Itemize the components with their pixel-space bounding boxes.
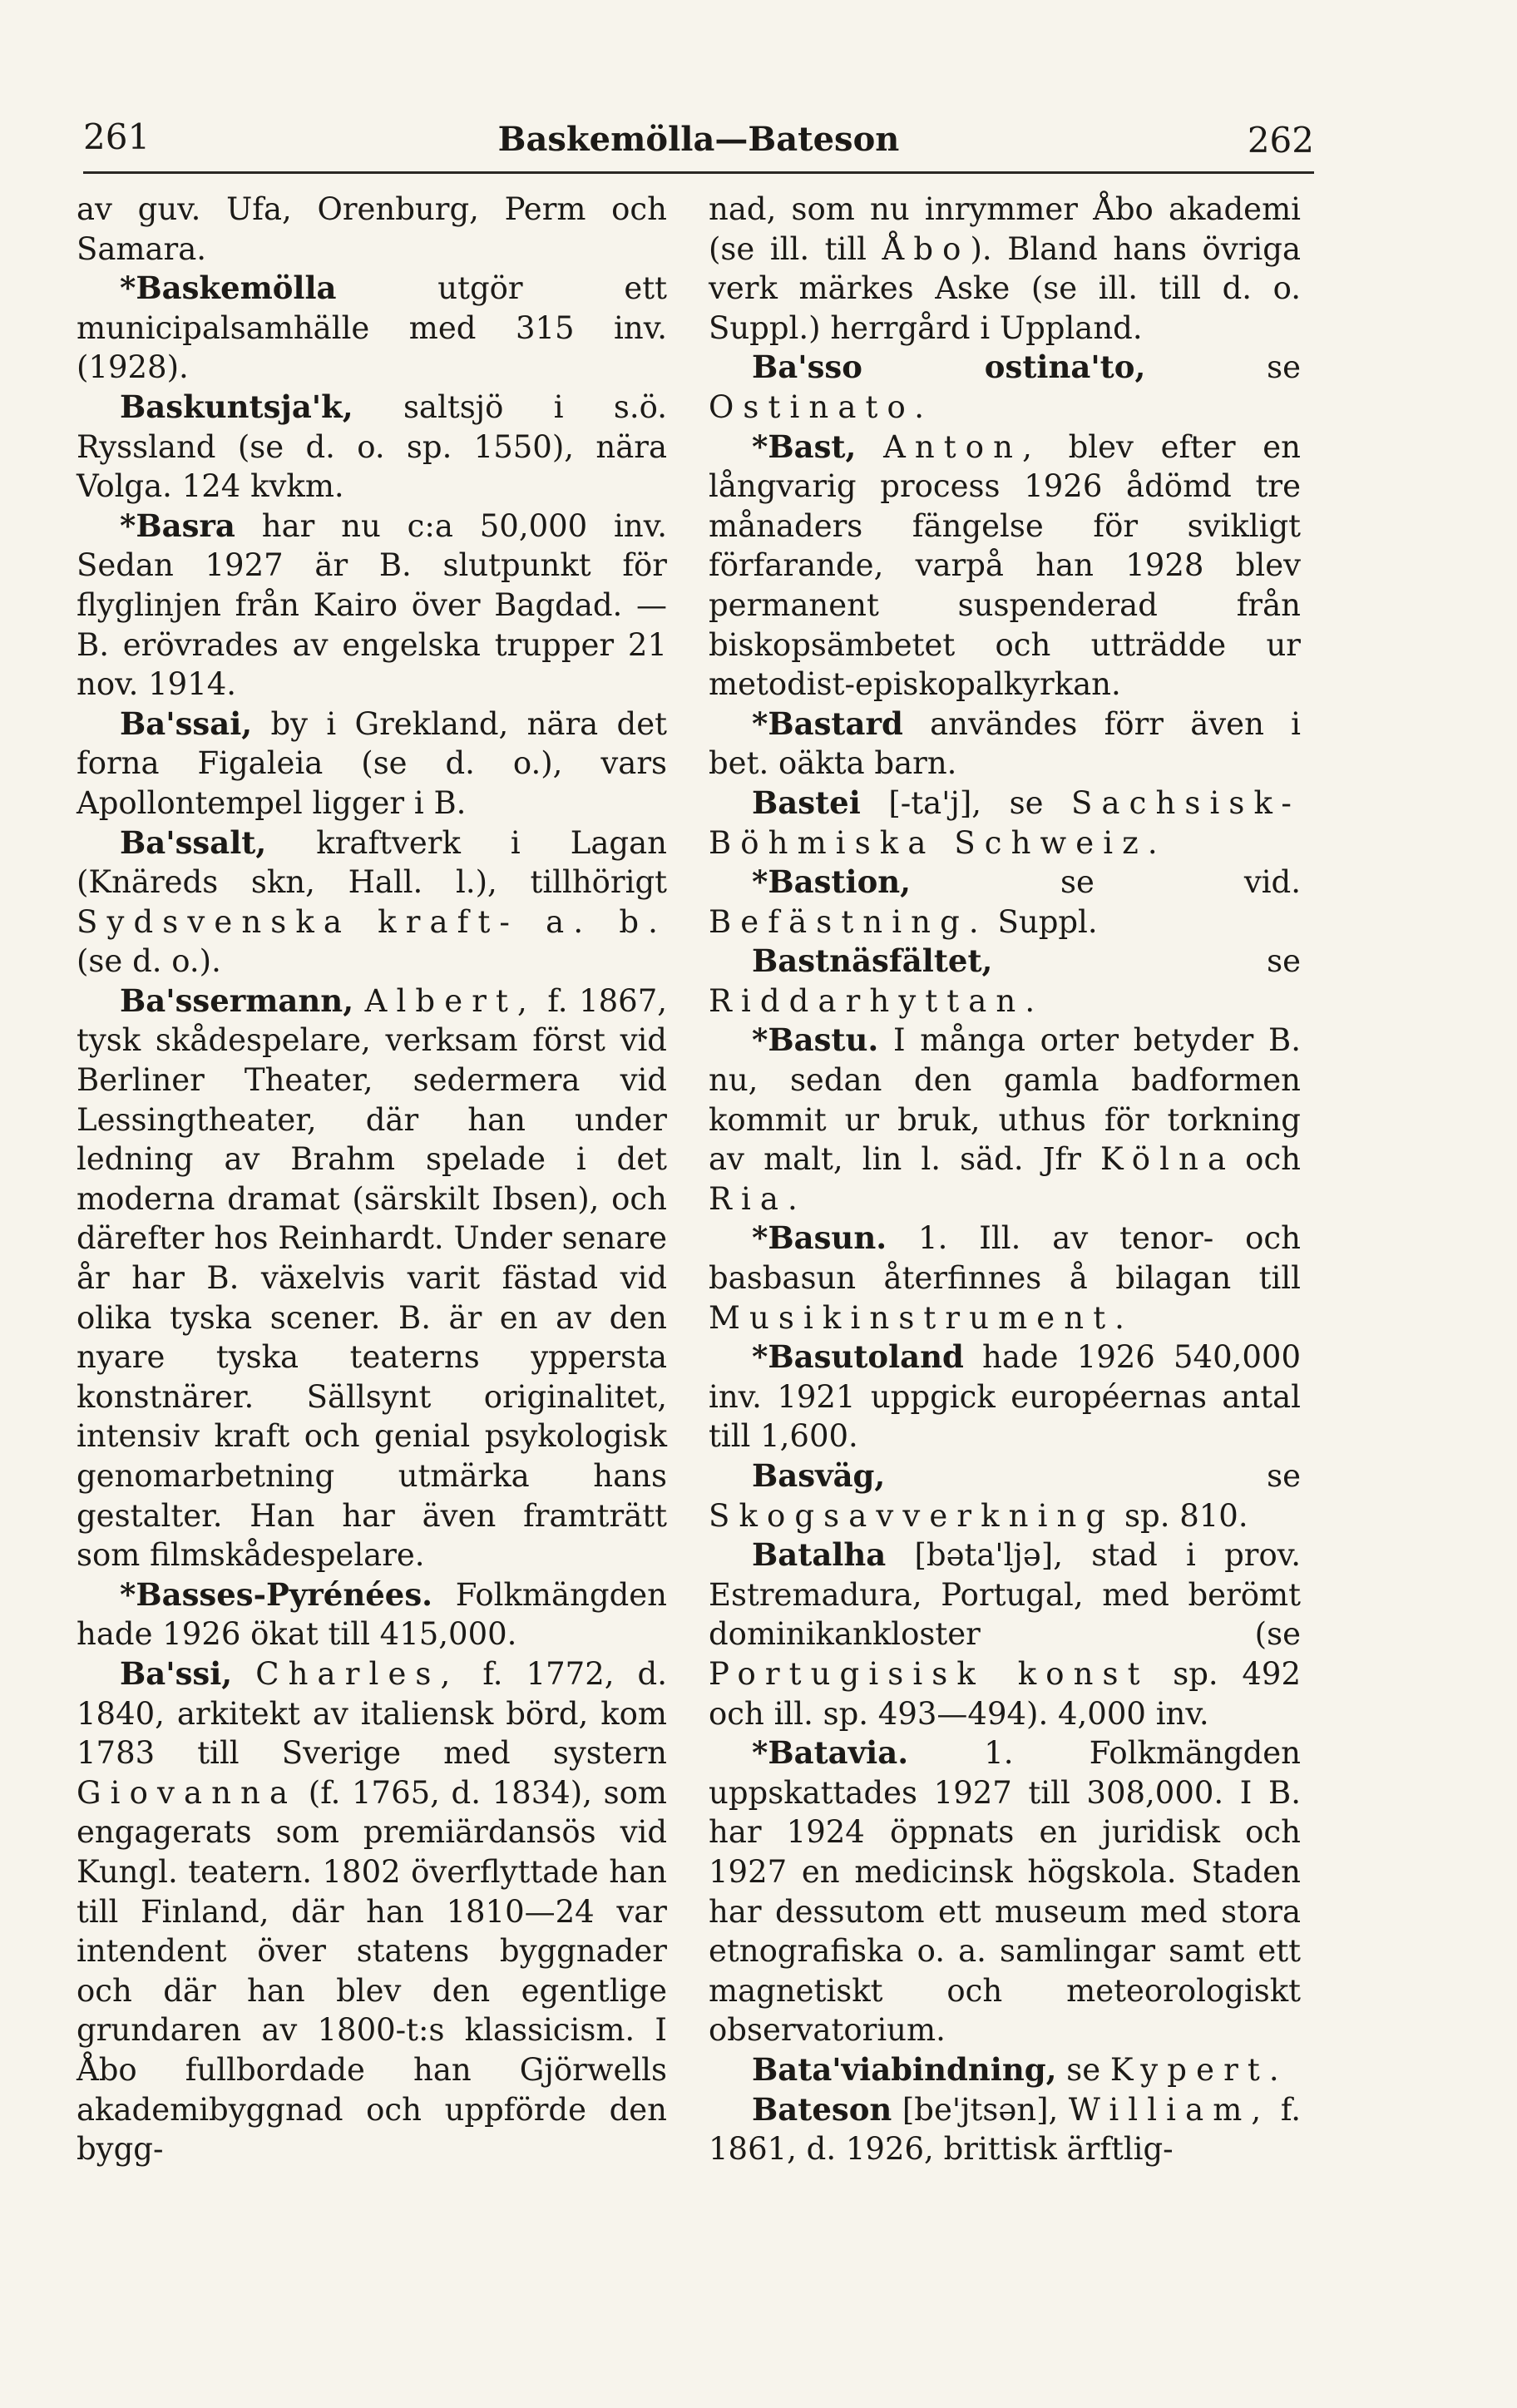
- entry-headword: *Basra: [120, 507, 235, 544]
- entry-text: har nu c:a 50,000 inv. Sedan 1927 är B. slutpunkt för flyglinjen från Kairo över Bagdad. — B. erövrades av engelska trupper 21 nov. 1914.: [77, 507, 667, 703]
- dictionary-entry: [77, 1575, 667, 1654]
- dictionary-entry: [77, 507, 667, 705]
- spaced-reference: Skogsavverkning: [709, 1497, 1115, 1534]
- entry-text: nad, som nu inrymmer Åbo akademi (se ill. till: [709, 191, 1301, 267]
- dictionary-entry: [709, 2050, 1301, 2090]
- dictionary-entry: [709, 1733, 1301, 2050]
- entry-headword: *Baskemölla: [120, 269, 337, 307]
- spaced-reference: Albert,: [364, 982, 536, 1019]
- dictionary-entry: [709, 784, 1301, 863]
- dictionary-entry: [709, 1535, 1301, 1733]
- entry-headword: *Bastion,: [752, 863, 912, 901]
- entry-text: sp. 492 och ill. sp. 493—494). 4,000 inv.: [709, 1655, 1301, 1732]
- entry-text: (se d. o.).: [77, 943, 221, 980]
- entry-text: f. 1772, d. 1840, arkitekt av italiensk börd, kom 1783 till Sverige med systern: [77, 1655, 667, 1772]
- entry-text: saltsjö i s.ö. Ryssland (se d. o. sp. 1550), nära Volga. 124 kvkm.: [77, 388, 667, 505]
- spaced-reference: Ria.: [709, 1180, 807, 1217]
- entry-text: se: [1145, 349, 1301, 386]
- entry-text: se: [885, 1458, 1301, 1494]
- entry-text: se: [1056, 2051, 1110, 2088]
- entry-headword: *Basses-Pyrénées.: [120, 1575, 433, 1613]
- dictionary-entry: [709, 2090, 1301, 2169]
- dictionary-entry: [709, 1456, 1301, 1535]
- dictionary-entry: [77, 981, 667, 1575]
- page-number-right: 262: [1247, 120, 1314, 161]
- entry-headword: Baskuntsja'k,: [120, 388, 353, 425]
- entry-text: [be'jtsən],: [892, 2091, 1069, 2128]
- spaced-reference: Åbo: [882, 230, 971, 267]
- dictionary-entry: [709, 705, 1301, 784]
- entry-text: [bəta'ljə], stad i prov. Estremadura, Portugal, med berömt dominikankloster (se: [709, 1537, 1301, 1653]
- entry-headword: Ba'ssermann,: [120, 981, 354, 1019]
- entry-headword: Ba'ssi,: [120, 1654, 233, 1692]
- page-number-left: 261: [83, 116, 151, 157]
- entry-headword: Bateson: [752, 2090, 892, 2128]
- dictionary-entry: [77, 823, 667, 981]
- dictionary-entry: [709, 863, 1301, 942]
- entry-headword: *Basutoland: [752, 1338, 964, 1376]
- entry-text: [232, 1656, 255, 1692]
- spaced-reference: Portugisisk konst: [709, 1655, 1149, 1692]
- entry-text: av guv. Ufa, Orenburg, Perm och Samara.: [77, 191, 667, 267]
- dictionary-entry: [709, 348, 1301, 427]
- entry-headword: Bastnäsfältet,: [752, 942, 993, 980]
- entry-headword: Basväg,: [752, 1457, 886, 1494]
- spaced-reference: Sachsisk-Böhmiska Schweiz.: [709, 784, 1301, 861]
- entry-headword: *Bastu.: [752, 1021, 879, 1059]
- entry-headword: *Bast,: [752, 428, 857, 465]
- spaced-reference: Charles,: [255, 1655, 460, 1692]
- entry-text: 1. Ill. av tenor- och basbasun återfinnes å bilagan till: [709, 1220, 1301, 1297]
- entry-headword: Batalha: [752, 1536, 887, 1574]
- entry-text: Suppl.: [987, 903, 1098, 940]
- entry-headword: *Batavia.: [752, 1734, 909, 1772]
- entry-text: f. 1867, tysk skådespelare, verksam först vid Berliner Theater, sedermera vid Lessingtheater, där han under ledning av Brahm spelade i det moderna dramat (särskilt Ibsen), och därefter hos Reinhardt. Under senare år har B. växelvis varit fästad vid olika tyska scener. B. är en av den nyare tyska teaterns yppersta konstnärer. Sällsynt originalitet, intensiv kraft och genial psykologisk genomarbetning utmärka hans gestalter. Han har även framträtt som filmskådespelare.: [77, 982, 667, 1574]
- entry-text: kraftverk i Lagan (Knäreds skn, Hall. l.), tillhörigt: [77, 824, 667, 901]
- spaced-reference: Anton,: [883, 428, 1041, 465]
- entry-headword: *Basun.: [752, 1219, 887, 1257]
- entry-headword: Ba'ssalt,: [120, 823, 267, 861]
- spaced-reference: Musikinstrument.: [709, 1299, 1134, 1336]
- spaced-reference: Riddarhyttan.: [709, 982, 1045, 1019]
- entry-text: [353, 983, 365, 1019]
- entry-text: by i Grekland, nära det forna Figaleia (se d. o.), vars Apollontempel ligger i B.: [77, 705, 667, 821]
- dictionary-entry: [709, 942, 1301, 1021]
- spaced-reference: William,: [1068, 2091, 1271, 2128]
- entry-text: ). Bland hans övriga verk märkes Aske (se ill. till d. o. Suppl.) herrgård i Uppland.: [709, 230, 1301, 346]
- dictionary-entry: [77, 190, 667, 269]
- right-column: [709, 190, 1301, 2169]
- entry-headword: Ba'sso ostina'to,: [752, 349, 1146, 386]
- dictionary-entry: [709, 1021, 1301, 1219]
- dictionary-entry: [709, 1338, 1301, 1456]
- entry-text: [856, 429, 883, 465]
- entry-text: användes förr även i bet. oäkta barn.: [709, 705, 1301, 782]
- entry-text: hade 1926 540,000 inv. 1921 uppgick européernas antal till 1,600.: [709, 1339, 1301, 1455]
- entry-text: (f. 1765, d. 1834), som engagerats som premiärdansös vid Kungl. teatern. 1802 överflyttade han till Finland, där han 1810—24 var intendent över statens byggnader och där han blev den egentlige grundaren av 1800-t:s klassicism. I Åbo fullbordade han Gjörwells akademibyggnad och uppförde den bygg-: [77, 1774, 667, 2168]
- entry-headword: Ba'ssai,: [120, 705, 253, 742]
- entry-headword: *Bastard: [752, 705, 903, 742]
- entry-text: blev efter en långvarig process 1926 ådömd tre månaders fängelse för svikligt förfarande, varpå han 1928 blev permanent suspenderad från biskopsämbetet och utträdde ur metodist-episkopalkyrkan.: [709, 428, 1301, 703]
- dictionary-entry: [709, 190, 1301, 348]
- entry-text: a och: [1208, 1141, 1301, 1178]
- entry-text: Folkmängden hade 1926 ökat till 415,000.: [77, 1576, 667, 1653]
- spaced-reference: Ostinato.: [709, 388, 934, 425]
- dictionary-entry: [709, 1219, 1301, 1338]
- dictionary-entry: [77, 705, 667, 823]
- left-column: [77, 190, 667, 2169]
- spaced-reference: Sydsvenska kraft- a. b.: [77, 903, 667, 940]
- spaced-reference: Kypert.: [1109, 2051, 1288, 2088]
- entry-text: I många orter betyder B. nu, sedan den gamla badformen kommit ur bruk, uthus för torkning av malt, lin l. säd. Jfr: [709, 1022, 1301, 1178]
- spaced-reference: Giovanna: [77, 1774, 298, 1811]
- entry-text: se vid.: [911, 864, 1301, 901]
- entry-headword: Bata'viabindning,: [752, 2050, 1057, 2088]
- spaced-reference: Befästning.: [709, 903, 988, 940]
- entry-text: f. 1861, d. 1926, brittisk ärftlig-: [709, 2091, 1301, 2168]
- entry-text: se: [992, 943, 1301, 980]
- entry-text: utgör ett municipalsamhälle med 315 inv. (1928).: [77, 270, 667, 386]
- dictionary-entry: [709, 428, 1301, 705]
- dictionary-entry: [77, 388, 667, 507]
- entry-text: sp. 810.: [1114, 1497, 1248, 1534]
- entry-headword: Bastei: [752, 784, 861, 821]
- entry-text: 1. Folkmängden uppskattades 1927 till 308,000. I B. har 1924 öppnats en juridisk och 1927 en medicinsk högskola. Staden har dessutom ett museum med stora etnografiska o. a. samlingar samt ett magnetiskt och meteorologiskt observatorium.: [709, 1735, 1301, 2049]
- header-rule: [83, 171, 1314, 174]
- dictionary-entry: [77, 269, 667, 388]
- page-header: [83, 108, 1314, 175]
- spaced-reference: Köln: [1100, 1141, 1208, 1178]
- entry-text: [-ta'j], se: [860, 784, 1072, 821]
- running-title: Baskemölla—Bateson: [497, 120, 900, 159]
- dictionary-entry: [77, 1654, 667, 2169]
